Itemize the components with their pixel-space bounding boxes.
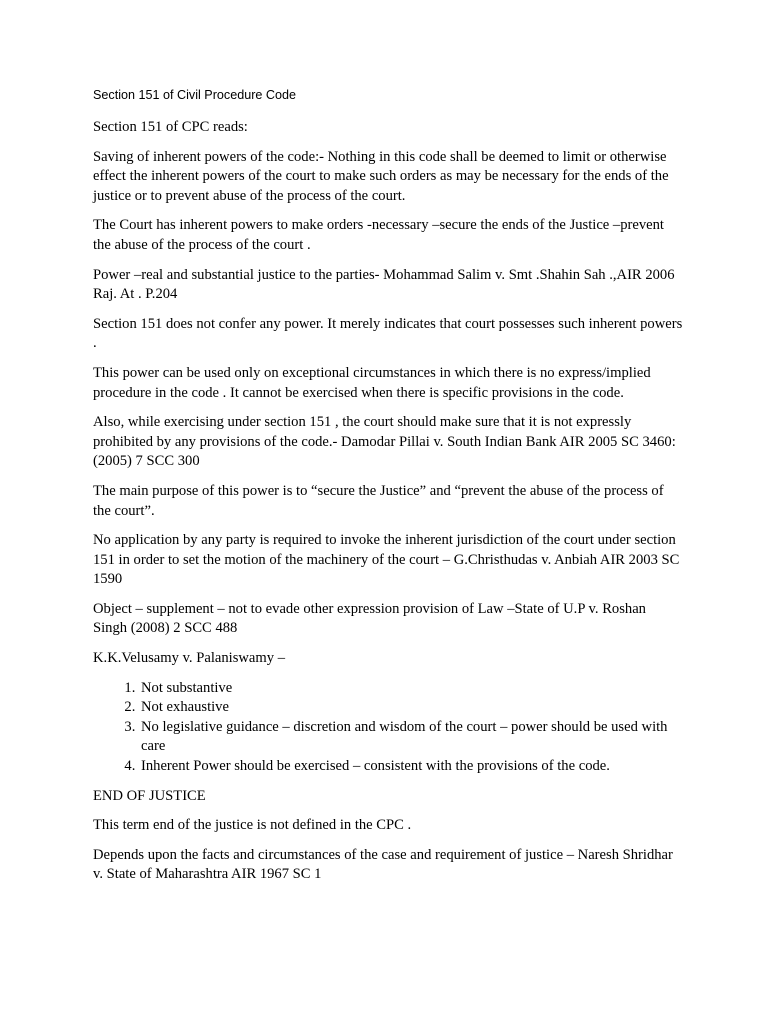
list-item: 1. Not substantive <box>139 679 683 699</box>
document-body <box>93 86 683 895</box>
list-item: 2. Not exhaustive <box>139 698 683 718</box>
paragraph: No application by any party is required to invoke the inherent jurisdiction of the court under section 151 in order to set the motion of the machinery of the court – G.Christhudas v. Anbiah AIR 2003 SC 1590 <box>93 532 680 588</box>
paragraph: Section 151 does not confer any power. It merely indicates that court possesses such inherent powers . <box>93 315 683 352</box>
paragraph: Depends upon the facts and circumstances of the case and requirement of justice – Naresh Shridhar v. State of Maharashtra AIR 1967 SC 1 <box>93 846 673 883</box>
paragraph: Power –real and substantial justice to the parties- Mohammad Salim v. Smt .Shahin Sah .,AIR 2006 Raj. At . P.204 <box>93 266 675 303</box>
list-item: 4. Inherent Power should be exercised – consistent with the provisions of the code. <box>139 757 683 777</box>
paragraph: Also, while exercising under section 151 , the court should make sure that it is not expressly prohibited by any provisions of the code.- Damodar Pillai v. South Indian Bank AIR 2005 SC 3460: (2005) 7 SCC 300 <box>93 414 676 470</box>
document-heading: Section 151 of Civil Procedure Code <box>93 88 297 102</box>
list-item: 3. No legislative guidance – discretion and wisdom of the court – power should be used with care <box>139 718 683 757</box>
section-title: END OF JUSTICE <box>93 787 206 804</box>
numbered-list <box>93 679 683 777</box>
paragraph: Saving of inherent powers of the code:- Nothing in this code shall be deemed to limit or otherwise effect the inherent powers of the court to make such orders as may be necessary for the ends of the justice or to prevent abuse of the process of the court. <box>93 148 669 204</box>
paragraph: This term end of the justice is not defined in the CPC . <box>93 817 412 834</box>
paragraph: Section 151 of CPC reads: <box>93 119 248 135</box>
paragraph: K.K.Velusamy v. Palaniswamy – <box>93 650 285 667</box>
paragraph: The main purpose of this power is to “secure the Justice” and “prevent the abuse of the process of the court”. <box>93 482 664 519</box>
paragraph: This power can be used only on exceptional circumstances in which there is no express/implied procedure in the code . It cannot be exercised when there is specific provisions in the code. <box>93 364 651 401</box>
paragraph: Object – supplement – not to evade other expression provision of Law –State of U.P v. Roshan Singh (2008) 2 SCC 488 <box>93 600 646 637</box>
paragraph: The Court has inherent powers to make orders -necessary –secure the ends of the Justice –prevent the abuse of the process of the court . <box>93 217 664 253</box>
